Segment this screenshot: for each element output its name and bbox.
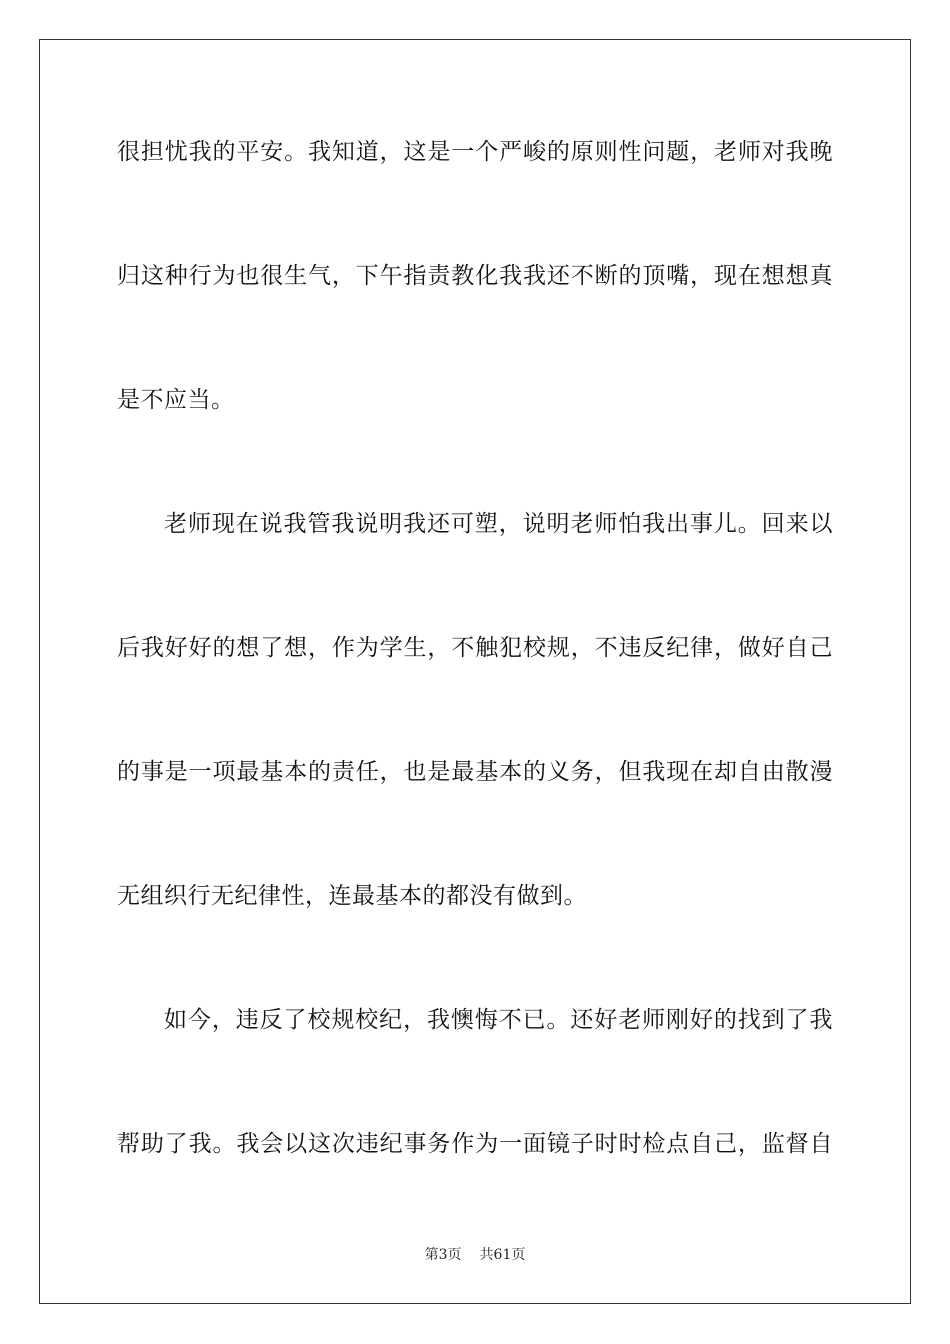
page-total: 共61页 [479, 1247, 526, 1263]
text-line: 后我好好的想了想，作为学生，不触犯校规，不违反纪律，做好自己 [117, 635, 833, 661]
page-footer [0, 1245, 950, 1265]
text-line: 归这种行为也很生气，下午指责教化我我还不断的顶嘴，现在想想真 [117, 263, 833, 289]
page-number: 第3页 [424, 1247, 462, 1263]
text-line: 帮助了我。我会以这次违纪事务作为一面镜子时时检点自己，监督自 [117, 1131, 833, 1157]
page-frame [39, 39, 911, 1304]
text-line: 很担忧我的平安。我知道，这是一个严峻的原则性问题，老师对我晚 [117, 139, 833, 165]
text-line: 是不应当。 [117, 387, 235, 413]
text-line: 的事是一项最基本的责任，也是最基本的义务，但我现在却自由散漫 [117, 759, 833, 785]
paragraph-first-line: 老师现在说我管我说明我还可塑，说明老师怕我出事儿。回来以 [164, 511, 833, 537]
text-line: 无组织行无纪律性，连最基本的都没有做到。 [117, 883, 587, 909]
paragraph-first-line: 如今，违反了校规校纪，我懊悔不已。还好老师刚好的找到了我 [164, 1007, 833, 1033]
